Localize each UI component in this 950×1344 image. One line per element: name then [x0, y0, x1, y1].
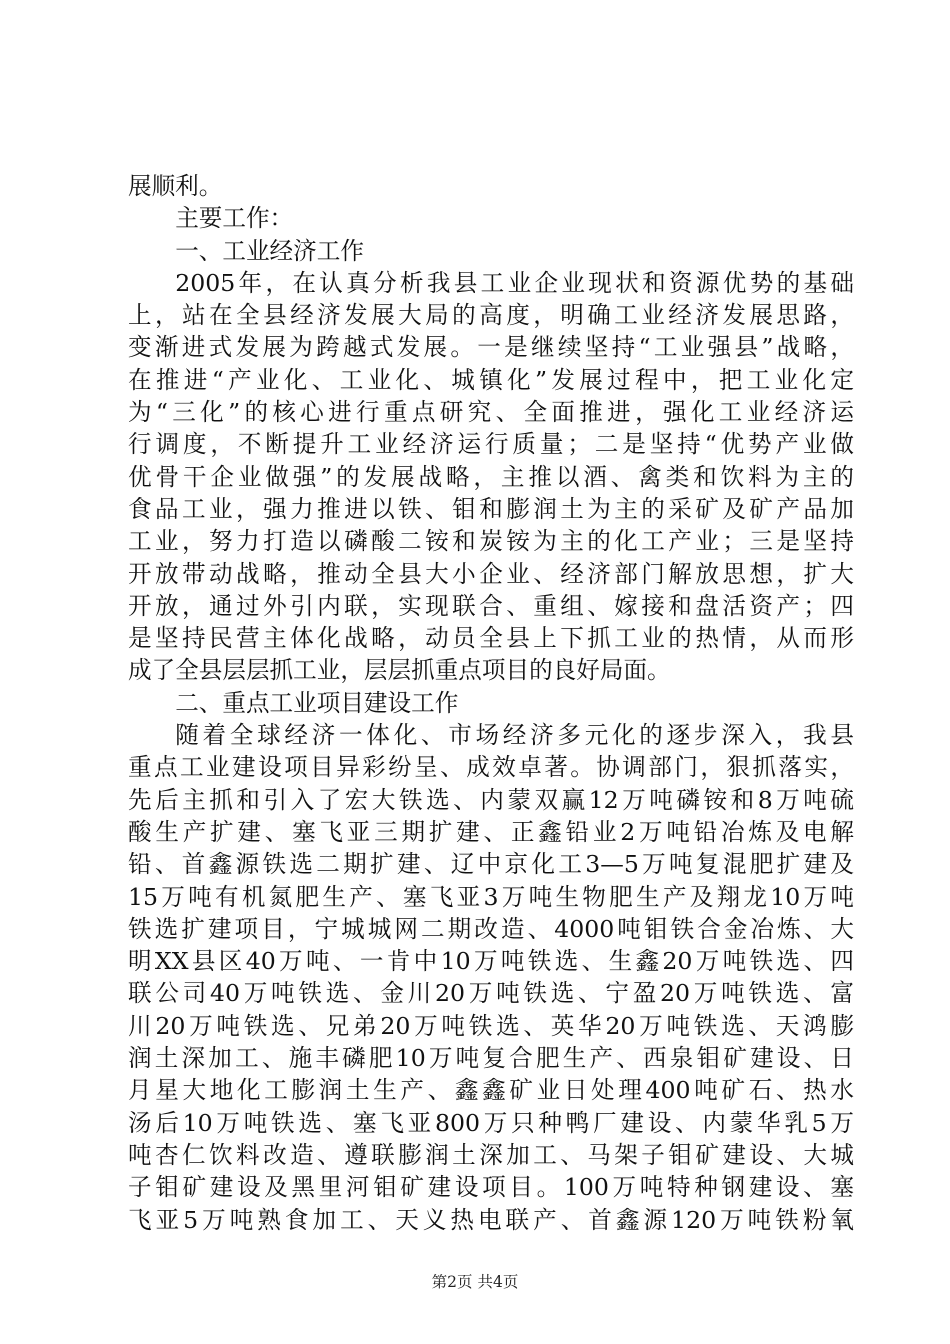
text-line: 汤后10万吨铁选、塞飞亚800万只种鸭厂建设、内蒙华乳5万: [128, 1108, 854, 1137]
text-line: 铅、首鑫源铁选二期扩建、辽中京化工3—5万吨复混肥扩建及: [128, 850, 854, 879]
text-line: 二、重点工业项目建设工作: [175, 688, 459, 717]
text-line: 川20万吨铁选、兄弟20万吨铁选、英华20万吨铁选、天鸿膨: [128, 1011, 854, 1040]
text-line: 食品工业，强力推进以铁、钼和膨润土为主的采矿及矿产品加: [128, 494, 854, 523]
text-line: 2005年，在认真分析我县工业企业现状和资源优势的基础: [175, 268, 854, 297]
text-line: 展顺利。: [128, 172, 223, 200]
page-footer: 第2页 共4页: [431, 1273, 519, 1291]
text-line: 明XX县区40万吨、一肯中10万吨铁选、生鑫20万吨铁选、四: [128, 947, 854, 976]
text-line: 飞亚5万吨熟食加工、天义热电联产、首鑫源120万吨铁粉氧: [128, 1205, 854, 1234]
text-line: 润土深加工、施丰磷肥10万吨复合肥生产、西泉钼矿建设、日: [128, 1044, 854, 1073]
text-line: 上，站在全县经济发展大局的高度，明确工业经济发展思路，: [128, 301, 854, 330]
text-line: 重点工业建设项目异彩纷呈、成效卓著。协调部门，狠抓落实，: [128, 753, 854, 782]
text-line: 联公司40万吨铁选、金川20万吨铁选、宁盈20万吨铁选、富: [128, 979, 854, 1008]
text-line: 吨杏仁饮料改造、遵联膨润土深加工、马架子钼矿建设、大城: [128, 1140, 854, 1169]
text-line: 15万吨有机氮肥生产、塞飞亚3万吨生物肥生产及翔龙10万吨: [128, 882, 854, 911]
text-line: 优骨干企业做强”的发展战略，主推以酒、禽类和饮料为主的: [128, 462, 854, 491]
text-line: 开放，通过外引内联，实现联合、重组、嫁接和盘活资产；四: [128, 591, 854, 620]
text-line: 成了全县层层抓工业，层层抓重点项目的良好局面。: [128, 656, 671, 685]
text-line: 一、工业经济工作: [175, 236, 364, 265]
document-body: [128, 170, 854, 1236]
text-line: 先后主抓和引入了宏大铁选、内蒙双赢12万吨磷铵和8万吨硫: [128, 785, 854, 814]
text-line: 主要工作：: [175, 204, 294, 233]
text-line: 行调度，不断提升工业经济运行质量；二是坚持“优势产业做: [128, 430, 854, 459]
text-line: 酸生产扩建、塞飞亚三期扩建、正鑫铅业2万吨铅冶炼及电解: [128, 817, 854, 846]
text-line: 变渐进式发展为跨越式发展。一是继续坚持“工业强县”战略，: [128, 333, 854, 362]
text-line: 开放带动战略，推动全县大小企业、经济部门解放思想，扩大: [128, 559, 854, 588]
text-line: 为“三化”的核心进行重点研究、全面推进，强化工业经济运: [128, 398, 854, 427]
text-line: 铁选扩建项目，宁城城网二期改造、4000吨钼铁合金冶炼、大: [128, 914, 854, 943]
text-line: 子钼矿建设及黑里河钼矿建设项目。100万吨特种钢建设、塞: [128, 1173, 854, 1202]
text-line: 工业，努力打造以磷酸二铵和炭铵为主的化工产业；三是坚持: [128, 527, 854, 556]
text-line: 随着全球经济一体化、市场经济多元化的逐步深入，我县: [175, 721, 854, 750]
text-line: 在推进“产业化、工业化、城镇化”发展过程中，把工业化定: [128, 365, 854, 394]
text-line: 月星大地化工膨润土生产、鑫鑫矿业日处理400吨矿石、热水: [128, 1076, 854, 1105]
text-line: 是坚持民营主体化战略，动员全县上下抓工业的热情，从而形: [128, 624, 854, 653]
